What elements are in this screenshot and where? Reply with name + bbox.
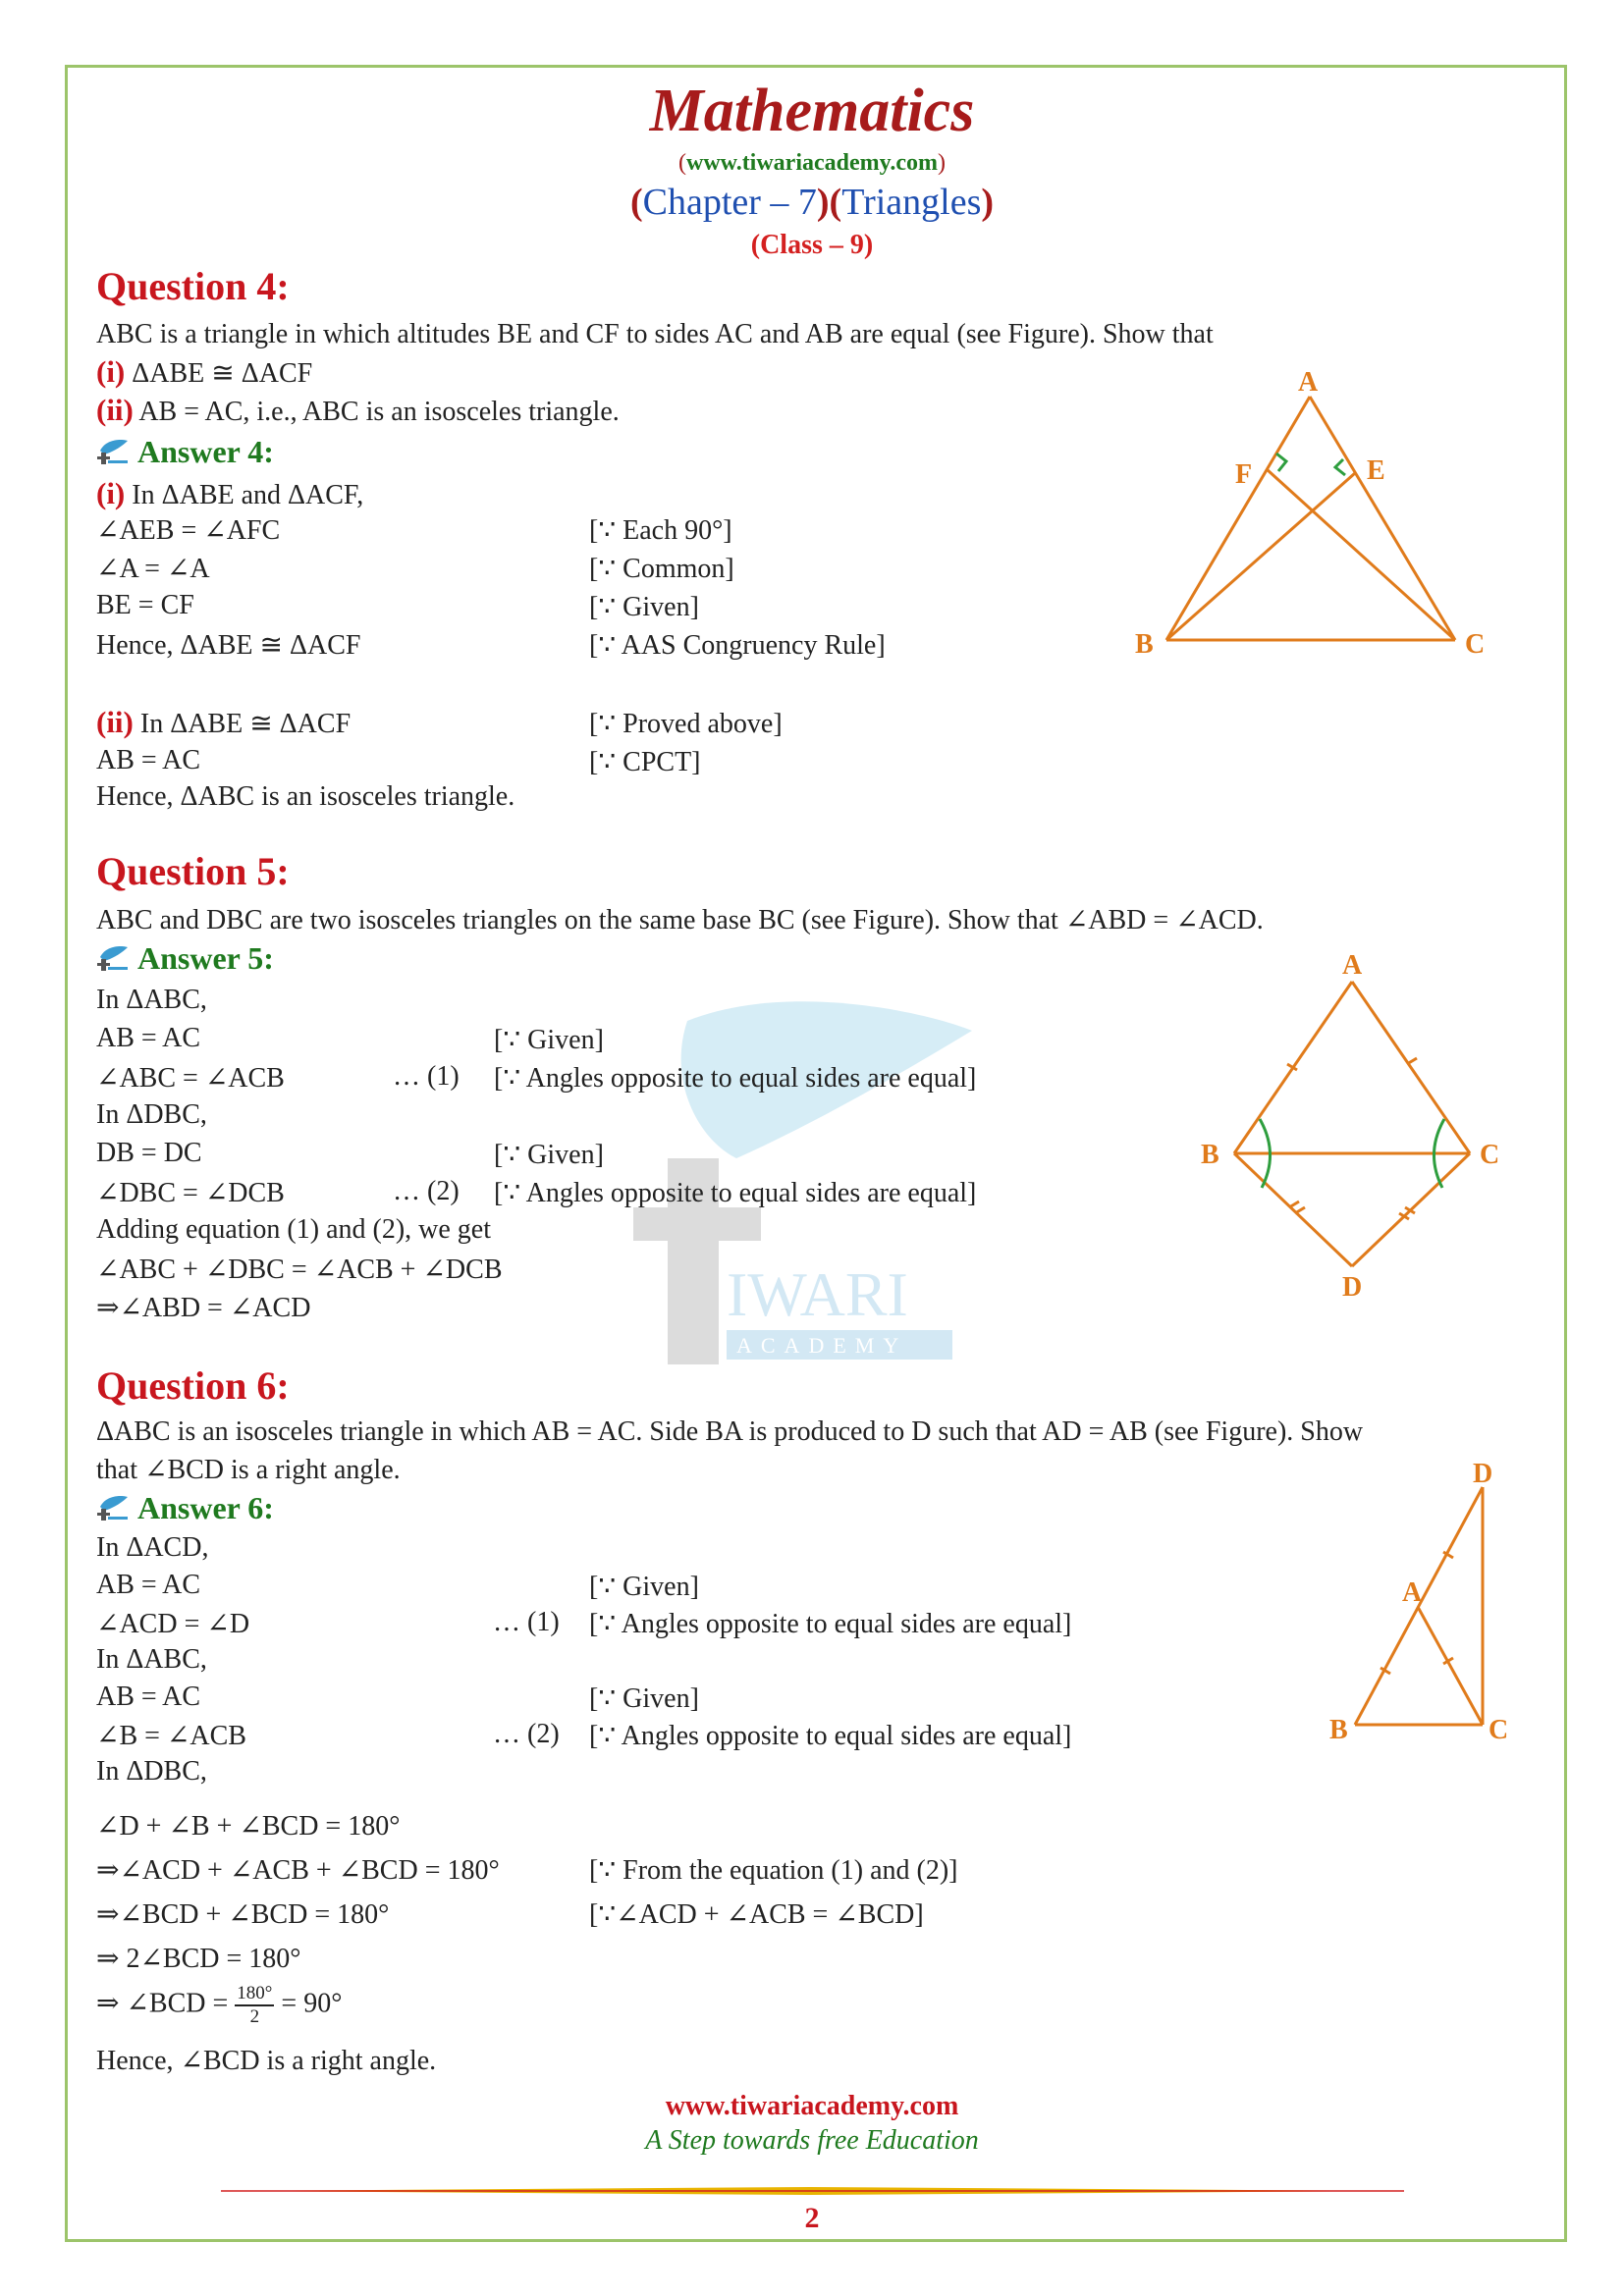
q5-text: ABC and DBC are two isosceles triangles on the same base BC (see Figure). Show that ∠ABD = ∠ACD. (96, 905, 1264, 935)
q4-line-left: ∠A = ∠A (96, 554, 210, 584)
q6-fig-label-d: D (1473, 1459, 1493, 1489)
tiwari-logo-icon (96, 1493, 130, 1530)
q6-step-left: ⇒∠ACD + ∠ACB + ∠BCD = 180° (96, 1855, 500, 1886)
q6-fig-label-a: A (1402, 1577, 1423, 1608)
q5-line-left: ∠ABC + ∠DBC = ∠ACB + ∠DCB (96, 1255, 503, 1285)
q5-line-left: DB = DC (96, 1138, 202, 1168)
q5-title: Question 5: (96, 849, 290, 893)
fraction-numerator: 180° (235, 1983, 274, 2006)
header-site: (www.tiwariacademy.com) (678, 150, 946, 176)
q4-line-left: BE = CF (96, 590, 194, 620)
q6-figure (1316, 1458, 1532, 1752)
q6-text1: ΔABC is an isosceles triangle in which AB = AC. Side BA is produced to D such that AD = AB (see Figure). Show (96, 1416, 1364, 1447)
q4-line-left: ∠AEB = ∠AFC (96, 515, 281, 546)
q5-fig-label-b: B (1201, 1140, 1219, 1170)
q5-line-eq-number: … (2) (393, 1176, 460, 1206)
q4-a-intro2: (ii) In ΔABE ≅ ΔACF (96, 705, 352, 739)
q4-line-reason: [∵ Common] (589, 554, 734, 584)
page-title: Mathematics (649, 78, 975, 144)
q4-line-reason: [∵ AAS Congruency Rule] (589, 630, 886, 661)
q6-step-left: ∠D + ∠B + ∠BCD = 180° (96, 1811, 401, 1842)
q5-line-eq-number: … (1) (393, 1061, 460, 1092)
q5-line-left: ∠ABC = ∠ACB (96, 1063, 285, 1094)
q4-part2: (ii) AB = AC, i.e., ABC is an isosceles triangle. (96, 393, 620, 427)
q6-line-left: ∠ACD = ∠D (96, 1609, 250, 1639)
q5-line-reason: [∵ Given] (494, 1025, 604, 1055)
q6-step-reason: [∵∠ACD + ∠ACB = ∠BCD] (589, 1899, 924, 1930)
header-chapter: (Chapter – 7)(Triangles) (629, 182, 995, 223)
q4-line-reason: [∵ Each 90°] (589, 515, 732, 546)
q4-answer-heading: Answer 4: (96, 434, 274, 474)
q4-text: ABC is a triangle in which altitudes BE and CF to sides AC and AB are equal (see Figure). Show that (96, 319, 1214, 349)
header-class: (Class – 9) (750, 230, 874, 260)
q5-line-left: In ΔABC, (96, 985, 207, 1015)
q4-conclusion: Hence, ΔABC is an isosceles triangle. (96, 781, 515, 812)
footer-tagline: A Step towards free Education (645, 2125, 979, 2156)
q6-line-eq-number: … (1) (493, 1607, 560, 1637)
q5-line-reason: [∵ Given] (494, 1140, 604, 1170)
q5-answer-heading: Answer 5: (96, 940, 274, 981)
q5-fig-label-c: C (1480, 1140, 1500, 1170)
q6-fig-label-b: B (1329, 1715, 1348, 1745)
q6-line-left: AB = AC (96, 1682, 201, 1712)
q6-line-eq-number: … (2) (493, 1719, 560, 1749)
q4-fig-label-f: F (1235, 459, 1253, 490)
watermark-big: IWARI (727, 1259, 908, 1329)
q6-line-left: In ΔDBC, (96, 1756, 207, 1787)
q4-a-intro2-reason: [∵ Proved above] (589, 709, 783, 739)
footer-rule (221, 2187, 1404, 2195)
page-number: 2 (804, 2202, 820, 2234)
q5-line-left: Adding equation (1) and (2), we get (96, 1214, 491, 1245)
q5-line-left: ∠DBC = ∠DCB (96, 1178, 285, 1208)
q6-conclusion: Hence, ∠BCD is a right angle. (96, 2046, 437, 2076)
q5-figure (1183, 942, 1517, 1306)
q6-text2: that ∠BCD is a right angle. (96, 1455, 401, 1485)
q6-line-reason: [∵ Given] (589, 1572, 699, 1602)
q4-fig-label-b: B (1135, 629, 1154, 660)
tiwari-logo-icon (96, 943, 130, 981)
q6-step-left: ⇒∠BCD + ∠BCD = 180° (96, 1899, 390, 1930)
q4-title: Question 4: (96, 264, 290, 308)
q6-line-left: AB = AC (96, 1570, 201, 1600)
q4-part1: (i) ΔABE ≅ ΔACF (96, 354, 313, 389)
q6-fig-label-c: C (1489, 1715, 1509, 1745)
q4-line2-left: AB = AC (96, 745, 201, 775)
q4-fig-label-e: E (1367, 455, 1385, 486)
q4-line2-reason: [∵ CPCT] (589, 747, 701, 777)
q5-line-left: In ΔDBC, (96, 1099, 207, 1130)
q6-line-left: In ΔABC, (96, 1644, 207, 1675)
q4-fig-label-c: C (1465, 629, 1486, 660)
q5-fig-label-d: D (1342, 1272, 1363, 1303)
q5-line-left: ⇒∠ABD = ∠ACD (96, 1293, 311, 1323)
q6-line-reason: [∵ Given] (589, 1683, 699, 1714)
watermark-small: ACADEMY (736, 1333, 908, 1358)
q6-line-left: In ΔACD, (96, 1532, 209, 1563)
q6-answer-heading: Answer 6: (96, 1490, 274, 1530)
fraction-denominator: 2 (249, 2006, 260, 2027)
q6-line-reason: [∵ Angles opposite to equal sides are equal] (589, 1609, 1072, 1639)
q6-title: Question 6: (96, 1363, 290, 1408)
q5-line-reason: [∵ Angles opposite to equal sides are equal] (494, 1063, 977, 1094)
q5-line-left: AB = AC (96, 1023, 201, 1053)
q6-line-left: ∠B = ∠ACB (96, 1721, 246, 1751)
q4-fig-label-a: A (1298, 367, 1319, 398)
footer-site: www.tiwariacademy.com (665, 2091, 959, 2121)
q6-line-reason: [∵ Angles opposite to equal sides are equal] (589, 1721, 1072, 1751)
q4-line-reason: [∵ Given] (589, 592, 699, 622)
q5-fig-label-a: A (1342, 950, 1363, 981)
q6-step-left: ⇒ 2∠BCD = 180° (96, 1944, 301, 1974)
q6-step-reason: [∵ From the equation (1) and (2)] (589, 1855, 958, 1886)
q6-fraction-line: ⇒ ∠BCD = $\frac{180^\circ}{2}$ = 90° (96, 1983, 343, 2027)
q4-figure (1119, 353, 1512, 667)
tiwari-logo-icon (96, 437, 130, 474)
q4-a-intro1: (i) In ΔABE and ΔACF, (96, 476, 364, 510)
q5-line-reason: [∵ Angles opposite to equal sides are equal] (494, 1178, 977, 1208)
q4-line-left: Hence, ΔABE ≅ ΔACF (96, 630, 361, 661)
